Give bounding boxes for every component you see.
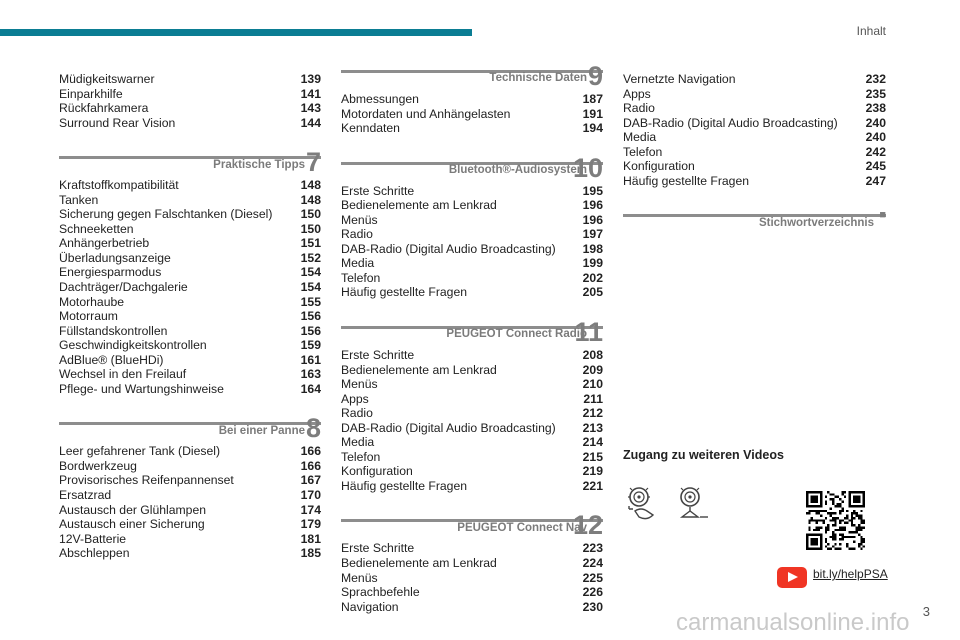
toc-entry[interactable] <box>59 517 321 532</box>
toc-entry-page: 196 <box>582 212 603 227</box>
chapter-number: 10 <box>572 152 603 183</box>
toc-entry[interactable] <box>341 256 603 271</box>
video-link[interactable]: bit.ly/helpPSA <box>813 567 888 581</box>
chapter-title: Bei einer Panne <box>218 424 305 437</box>
toc-column-3 <box>623 72 886 236</box>
toc-entry-label: Energiesparmodus <box>59 265 162 280</box>
toc-entry[interactable] <box>59 101 321 116</box>
toc-entry-page: 235 <box>865 86 886 101</box>
toc-entry-label: Erste Schritte <box>341 541 415 556</box>
toc-entry-page: 198 <box>582 241 603 256</box>
toc-entry-page: 144 <box>300 115 321 130</box>
toc-entry-page: 240 <box>865 115 886 130</box>
toc-entry-page: 230 <box>582 599 603 614</box>
toc-entry[interactable] <box>623 159 886 174</box>
toc-entry-page: 167 <box>300 473 321 488</box>
toc-entry-label: Erste Schritte <box>341 348 415 363</box>
toc-entry-label: Bedienelemente am Lenkrad <box>341 556 497 571</box>
toc-entry[interactable] <box>341 450 603 465</box>
toc-entry-label: Menüs <box>341 377 378 392</box>
toc-entry[interactable] <box>341 285 603 300</box>
toc-entry-page: 199 <box>582 256 603 271</box>
toc-list <box>623 72 886 188</box>
toc-entry[interactable] <box>341 421 603 436</box>
toc-entry-label: DAB-Radio (Digital Audio Broadcasting) <box>341 420 556 435</box>
toc-list <box>341 92 603 136</box>
toc-entry[interactable] <box>341 435 603 450</box>
toc-entry[interactable] <box>59 178 321 193</box>
chapter-title: Technische Daten <box>489 72 587 85</box>
toc-entry[interactable] <box>341 556 603 571</box>
toc-entry-label: Navigation <box>341 599 399 614</box>
toc-entry-page: 181 <box>300 531 321 546</box>
toc-entry-page: 155 <box>300 294 321 309</box>
toc-entry[interactable] <box>341 600 603 615</box>
toc-entry-label: Media <box>341 256 375 271</box>
toc-entry-label: Dachträger/Dachgalerie <box>59 280 188 295</box>
toc-entry-page: 159 <box>300 338 321 353</box>
toc-entry-label: Sicherung gegen Falschtanken (Diesel) <box>59 207 273 222</box>
toc-list <box>59 444 321 560</box>
toc-list <box>341 348 603 493</box>
toc-entry[interactable] <box>341 392 603 407</box>
chapter-number: 11 <box>574 317 603 348</box>
toc-entry[interactable] <box>341 227 603 242</box>
toc-entry[interactable] <box>59 116 321 131</box>
toc-entry-label: Vernetzte Navigation <box>623 72 736 86</box>
chapter-title: Praktische Tipps <box>213 158 305 171</box>
toc-entry-label: Überladungsanzeige <box>59 250 171 265</box>
toc-entry[interactable] <box>341 363 603 378</box>
toc-list <box>341 541 603 614</box>
toc-entry-label: Surround Rear Vision <box>59 115 176 130</box>
toc-entry-page: 238 <box>865 101 886 116</box>
toc-entry-label: Häufig gestellte Fragen <box>623 173 750 188</box>
chapter-header-12 <box>341 510 603 541</box>
toc-entry[interactable] <box>341 121 603 136</box>
toc-entry-label: Einparkhilfe <box>59 86 123 101</box>
toc-entry-label: Radio <box>341 406 373 421</box>
toc-entry-label: Apps <box>623 86 651 101</box>
toc-entry[interactable] <box>623 101 886 116</box>
video-tire-icon[interactable] <box>627 487 661 523</box>
toc-entry-page: 245 <box>865 159 886 174</box>
toc-entry-label: Media <box>623 130 657 145</box>
header-accent-bar <box>0 29 472 36</box>
chapter-title: Bluetooth®-Audiosystem <box>448 164 587 177</box>
toc-entry-page: 247 <box>865 173 886 188</box>
toc-entry[interactable] <box>341 213 603 228</box>
toc-entry-label: Konfiguration <box>341 464 413 479</box>
toc-entry-page: 210 <box>582 377 603 392</box>
index-marker: ■ <box>879 209 886 222</box>
toc-entry-page: 170 <box>300 488 321 503</box>
toc-entry-label: Füllstandskontrollen <box>59 323 168 338</box>
toc-list <box>59 72 321 130</box>
toc-entry-page: 150 <box>300 221 321 236</box>
toc-entry-page: 196 <box>582 198 603 213</box>
toc-entry[interactable] <box>59 459 321 474</box>
toc-entry-label: Bedienelemente am Lenkrad <box>341 362 497 377</box>
toc-entry[interactable] <box>341 107 603 122</box>
toc-entry-label: Wechsel in den Freilauf <box>59 367 187 382</box>
toc-entry[interactable] <box>59 193 321 208</box>
toc-entry[interactable] <box>59 324 321 339</box>
toc-entry-page: 161 <box>300 352 321 367</box>
toc-entry[interactable] <box>59 488 321 503</box>
toc-entry[interactable] <box>341 377 603 392</box>
toc-entry-label: Telefon <box>341 270 381 285</box>
toc-entry[interactable] <box>59 532 321 547</box>
toc-entry[interactable] <box>59 503 321 518</box>
toc-entry-page: 179 <box>300 517 321 532</box>
toc-entry-label: Konfiguration <box>623 159 695 174</box>
toc-entry-page: 154 <box>300 265 321 280</box>
chapter-number: 7 <box>305 147 321 178</box>
toc-entry-label: 12V-Batterie <box>59 531 127 546</box>
toc-entry-label: Austausch der Glühlampen <box>59 502 207 517</box>
toc-entry-label: Apps <box>341 391 369 406</box>
toc-entry-page: 205 <box>582 285 603 300</box>
chapter-number: 8 <box>305 413 321 444</box>
toc-entry[interactable] <box>623 174 886 189</box>
chapter-header-8 <box>59 413 321 444</box>
toc-entry-page: 150 <box>300 207 321 222</box>
toc-entry-page: 154 <box>300 280 321 295</box>
toc-entry[interactable] <box>341 348 603 363</box>
toc-entry-label: Anhängerbetrieb <box>59 236 150 251</box>
chapter-header-9 <box>341 61 603 91</box>
toc-entry[interactable] <box>59 338 321 353</box>
toc-entry[interactable] <box>59 367 321 382</box>
toc-entry[interactable] <box>59 473 321 488</box>
toc-entry-label: Abmessungen <box>341 92 419 106</box>
toc-entry-page: 225 <box>582 570 603 585</box>
toc-entry[interactable] <box>623 116 886 131</box>
toc-entry-page: 224 <box>582 556 603 571</box>
toc-entry[interactable] <box>623 72 886 87</box>
index-title: Stichwortverzeichnis <box>758 216 874 229</box>
toc-entry-page: 242 <box>865 144 886 159</box>
section-title: Inhalt <box>856 24 886 38</box>
toc-entry-page: 232 <box>865 72 886 86</box>
toc-entry-label: Radio <box>623 101 655 116</box>
toc-entry[interactable] <box>59 444 321 459</box>
toc-entry-label: Motorhaube <box>59 294 125 309</box>
toc-entry-label: Bedienelemente am Lenkrad <box>341 198 497 213</box>
toc-entry-page: 156 <box>300 309 321 324</box>
toc-entry-page: 148 <box>300 178 321 193</box>
toc-entry-label: Erste Schritte <box>341 183 415 198</box>
toc-entry-page: 166 <box>300 458 321 473</box>
toc-entry-label: Abschleppen <box>59 546 130 561</box>
toc-entry-page: 202 <box>582 270 603 285</box>
toc-entry-label: Menüs <box>341 212 378 227</box>
toc-entry-page: 152 <box>300 250 321 265</box>
toc-entry[interactable] <box>341 479 603 494</box>
chapter-header-7 <box>59 147 321 178</box>
toc-entry-page: 226 <box>582 585 603 600</box>
toc-entry-page: 240 <box>865 130 886 145</box>
toc-entry-page: 151 <box>300 236 321 251</box>
toc-entry[interactable] <box>59 546 321 561</box>
toc-entry-page: 164 <box>300 381 321 396</box>
toc-entry-page: 185 <box>300 546 321 561</box>
toc-entry[interactable] <box>341 541 603 556</box>
toc-entry-page: 143 <box>300 101 321 116</box>
chapter-number: 9 <box>587 61 603 91</box>
toc-entry[interactable] <box>341 571 603 586</box>
page-number: 3 <box>922 604 930 619</box>
toc-entry-label: DAB-Radio (Digital Audio Broadcasting) <box>341 241 556 256</box>
toc-entry-label: Tanken <box>59 192 99 207</box>
toc-entry-label: Bordwerkzeug <box>59 458 137 473</box>
toc-entry-label: Häufig gestellte Fragen <box>341 478 468 493</box>
toc-entry-page: 187 <box>582 92 603 106</box>
toc-entry[interactable] <box>341 464 603 479</box>
toc-entry-label: Häufig gestellte Fragen <box>341 285 468 300</box>
toc-entry-label: Motorraum <box>59 309 118 324</box>
toc-entry-label: AdBlue® (BlueHDi) <box>59 352 164 367</box>
toc-entry-page: 211 <box>583 391 603 406</box>
toc-list <box>59 178 321 396</box>
toc-entry-label: Kraftstoffkompatibilität <box>59 178 179 193</box>
toc-entry[interactable] <box>59 251 321 266</box>
toc-entry-label: Austausch einer Sicherung <box>59 517 205 532</box>
toc-entry-label: Müdigkeitswarner <box>59 72 155 86</box>
toc-entry-page: 197 <box>582 227 603 242</box>
toc-entry-page: 174 <box>300 502 321 517</box>
toc-entry[interactable] <box>341 198 603 213</box>
toc-entry-page: 221 <box>582 478 603 493</box>
chapter-number: 12 <box>572 510 603 541</box>
toc-entry-page: 195 <box>582 183 603 198</box>
toc-entry[interactable] <box>623 145 886 160</box>
chapter-header-11 <box>341 317 603 348</box>
index-header <box>623 206 886 232</box>
toc-entry-page: 141 <box>300 86 321 101</box>
toc-entry[interactable] <box>341 406 603 421</box>
toc-entry[interactable] <box>59 280 321 295</box>
toc-entry-page: 214 <box>582 435 603 450</box>
toc-entry[interactable] <box>59 207 321 222</box>
videos-title: Zugang zu weiteren Videos <box>623 448 784 462</box>
toc-entry-page: 156 <box>300 323 321 338</box>
toc-entry[interactable] <box>59 222 321 237</box>
toc-entry-page: 223 <box>582 541 603 556</box>
toc-entry[interactable] <box>59 265 321 280</box>
toc-entry[interactable] <box>341 585 603 600</box>
toc-entry-label: Motordaten und Anhängelasten <box>341 106 511 121</box>
toc-entry[interactable] <box>59 382 321 397</box>
toc-entry-page: 212 <box>582 406 603 421</box>
toc-entry[interactable] <box>623 130 886 145</box>
toc-entry-label: Schneeketten <box>59 221 134 236</box>
toc-entry-page: 191 <box>582 106 603 121</box>
video-tire-pressure-icon[interactable] <box>678 487 712 523</box>
toc-entry-page: 208 <box>582 348 603 363</box>
toc-entry[interactable] <box>59 72 321 87</box>
toc-entry[interactable] <box>59 295 321 310</box>
toc-entry[interactable] <box>59 309 321 324</box>
toc-entry[interactable] <box>341 92 603 107</box>
toc-entry-page: 163 <box>300 367 321 382</box>
toc-entry-label: Rückfahrkamera <box>59 101 149 116</box>
toc-entry-label: Radio <box>341 227 373 242</box>
toc-entry-label: Telefon <box>341 449 381 464</box>
chapter-title: PEUGEOT Connect Radio <box>446 328 587 341</box>
chapter-header-10 <box>341 152 603 183</box>
toc-column-1 <box>59 72 321 561</box>
toc-entry-page: 166 <box>300 444 321 459</box>
toc-column-2 <box>341 62 603 614</box>
toc-entry-label: DAB-Radio (Digital Audio Broadcasting) <box>623 115 838 130</box>
toc-entry[interactable] <box>341 271 603 286</box>
youtube-play-icon[interactable] <box>777 567 807 588</box>
toc-entry-label: Geschwindigkeitskontrollen <box>59 338 207 353</box>
toc-entry[interactable] <box>623 87 886 102</box>
toc-entry-page: 215 <box>582 449 603 464</box>
toc-entry-page: 209 <box>582 362 603 377</box>
toc-entry[interactable] <box>59 87 321 102</box>
toc-entry-label: Media <box>341 435 375 450</box>
toc-entry-page: 139 <box>300 72 321 86</box>
chapter-title: PEUGEOT Connect Nav <box>457 521 587 534</box>
toc-entry[interactable] <box>59 353 321 368</box>
toc-entry-page: 194 <box>582 121 603 136</box>
toc-entry[interactable] <box>59 236 321 251</box>
qr-code[interactable] <box>806 491 865 550</box>
toc-entry-label: Provisorisches Reifenpannenset <box>59 473 234 488</box>
toc-entry-label: Telefon <box>623 144 663 159</box>
toc-list <box>341 184 603 300</box>
toc-entry-label: Ersatzrad <box>59 488 112 503</box>
toc-entry-page: 219 <box>582 464 603 479</box>
toc-entry-label: Menüs <box>341 570 378 585</box>
toc-entry-label: Kenndaten <box>341 121 400 136</box>
toc-entry-label: Leer gefahrener Tank (Diesel) <box>59 444 221 459</box>
toc-entry[interactable] <box>341 184 603 199</box>
toc-entry-label: Pflege- und Wartungshinweise <box>59 381 224 396</box>
toc-entry-page: 148 <box>300 192 321 207</box>
toc-entry-label: Sprachbefehle <box>341 585 420 600</box>
watermark: carmanualsonline.info <box>676 609 910 636</box>
toc-entry[interactable] <box>341 242 603 257</box>
toc-entry-page: 213 <box>582 420 603 435</box>
